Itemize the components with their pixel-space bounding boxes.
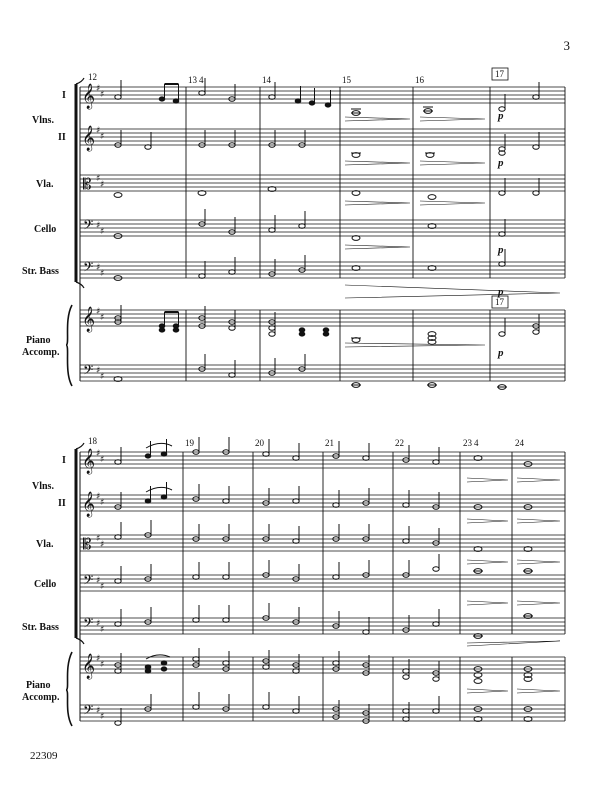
string-bass-label: Str. Bass [22, 266, 59, 277]
svg-text:♯: ♯ [100, 313, 105, 323]
string-bass-label-s2: Str. Bass [22, 622, 59, 633]
svg-text:♯: ♯ [96, 221, 101, 231]
svg-text:♯: ♯ [96, 576, 101, 586]
violins-label: Vlns. [32, 115, 54, 126]
measure-extra-label: 4 [199, 75, 204, 85]
svg-text:♯: ♯ [100, 180, 105, 190]
staff-violin-1-s2 [80, 452, 565, 468]
svg-text:♯: ♯ [96, 84, 101, 94]
svg-text:𝄡: 𝄡 [83, 535, 92, 553]
svg-text:𝄢: 𝄢 [83, 702, 94, 721]
svg-text:♯: ♯ [96, 366, 101, 376]
measure-number: 21 [325, 438, 334, 448]
dynamic-marking: p [498, 347, 504, 359]
svg-text:𝄢: 𝄢 [83, 217, 94, 236]
measure-number: 12 [88, 72, 97, 82]
rehearsal-mark-piano: 17 [495, 297, 504, 307]
svg-text:𝄞: 𝄞 [82, 84, 96, 109]
staff-violin-2-s2 [80, 495, 565, 511]
measure-extra-label: 4 [474, 438, 479, 448]
system-1 [66, 78, 565, 386]
notes-system-1 [114, 78, 539, 389]
svg-text:♯: ♯ [96, 126, 101, 136]
dynamic-marking: p [498, 110, 504, 122]
staff-violin-1 [80, 87, 565, 103]
svg-text:♯: ♯ [100, 132, 105, 142]
cello-label-s2: Cello [34, 579, 57, 590]
svg-text:♯: ♯ [100, 269, 105, 279]
staff-string-bass-s2 [80, 618, 565, 634]
svg-text:𝄢: 𝄢 [83, 615, 94, 634]
svg-text:♯: ♯ [96, 619, 101, 629]
staff-piano-lh [80, 365, 565, 381]
staff-piano-rh-s2 [80, 657, 565, 673]
svg-text:𝄞: 𝄞 [82, 449, 96, 474]
barlines-system-1 [186, 87, 565, 381]
piano-label-s2: Piano [26, 680, 51, 691]
violin-2-label: II [58, 132, 66, 143]
svg-text:♯: ♯ [100, 582, 105, 592]
clefs-system-2 [82, 448, 104, 722]
measure-number: 23 [463, 438, 472, 448]
svg-text:♯: ♯ [100, 712, 105, 722]
svg-text:𝄞: 𝄞 [82, 126, 96, 151]
measure-number: 20 [255, 438, 264, 448]
svg-text:♯: ♯ [100, 660, 105, 670]
measure-number: 18 [88, 436, 97, 446]
svg-text:𝄢: 𝄢 [83, 259, 94, 278]
violin-1-label: I [62, 90, 66, 101]
svg-text:♯: ♯ [96, 174, 101, 184]
svg-text:♯: ♯ [100, 372, 105, 382]
measure-numbers-system-2 [88, 436, 525, 448]
staff-viola [80, 175, 565, 191]
staff-piano-lh-s2 [80, 705, 565, 721]
violin-1-label-s2: I [62, 455, 66, 466]
barlines-system-2 [183, 452, 565, 721]
dynamic-marking: p [498, 286, 504, 298]
clefs-system-1 [82, 83, 104, 382]
svg-text:♯: ♯ [96, 706, 101, 716]
instrument-labels-system-2 [22, 455, 66, 703]
staff-cello-s2 [80, 575, 565, 591]
svg-text:♯: ♯ [100, 227, 105, 237]
dynamic-marking: p [498, 244, 504, 256]
measure-number: 22 [395, 438, 404, 448]
svg-text:♯: ♯ [96, 263, 101, 273]
svg-text:♯: ♯ [96, 307, 101, 317]
measure-number: 14 [262, 75, 271, 85]
staff-viola-s2 [80, 535, 565, 551]
svg-text:𝄞: 𝄞 [82, 492, 96, 517]
notes-system-2 [115, 437, 533, 725]
svg-text:♯: ♯ [96, 492, 101, 502]
viola-label: Vla. [36, 179, 54, 190]
violins-label-s2: Vlns. [32, 481, 54, 492]
svg-text:♯: ♯ [100, 498, 105, 508]
svg-text:♯: ♯ [96, 534, 101, 544]
accomp-label-s2: Accomp. [22, 692, 60, 703]
svg-text:♯: ♯ [96, 654, 101, 664]
rehearsal-mark: 17 [495, 69, 504, 79]
dynamic-marking: p [498, 157, 504, 169]
measure-number: 16 [415, 75, 424, 85]
publisher-number: 22309 [30, 750, 58, 762]
page-number: 3 [563, 38, 570, 53]
measure-number: 24 [515, 438, 524, 448]
svg-text:♯: ♯ [100, 455, 105, 465]
measure-numbers-system-1 [88, 68, 508, 308]
staff-cello [80, 220, 565, 236]
violin-2-label-s2: II [58, 498, 66, 509]
measure-number: 15 [342, 75, 351, 85]
instrument-labels-system-1 [22, 90, 66, 358]
svg-text:𝄢: 𝄢 [83, 572, 94, 591]
piano-label: Piano [26, 335, 51, 346]
staff-violin-2 [80, 129, 565, 145]
staff-string-bass [80, 262, 565, 278]
svg-text:𝄞: 𝄞 [82, 307, 96, 332]
svg-text:𝄞: 𝄞 [82, 654, 96, 679]
svg-text:♯: ♯ [100, 90, 105, 100]
accomp-label: Accomp. [22, 347, 60, 358]
cello-label: Cello [34, 224, 57, 235]
viola-label-s2: Vla. [36, 539, 54, 550]
svg-text:♯: ♯ [100, 540, 105, 550]
svg-text:♯: ♯ [96, 449, 101, 459]
system-2 [66, 443, 565, 726]
measure-number: 19 [185, 438, 194, 448]
staff-piano-rh [80, 310, 565, 326]
svg-text:𝄢: 𝄢 [83, 362, 94, 381]
measure-number: 13 [188, 75, 197, 85]
svg-text:𝄡: 𝄡 [83, 175, 92, 193]
svg-text:♯: ♯ [100, 625, 105, 635]
